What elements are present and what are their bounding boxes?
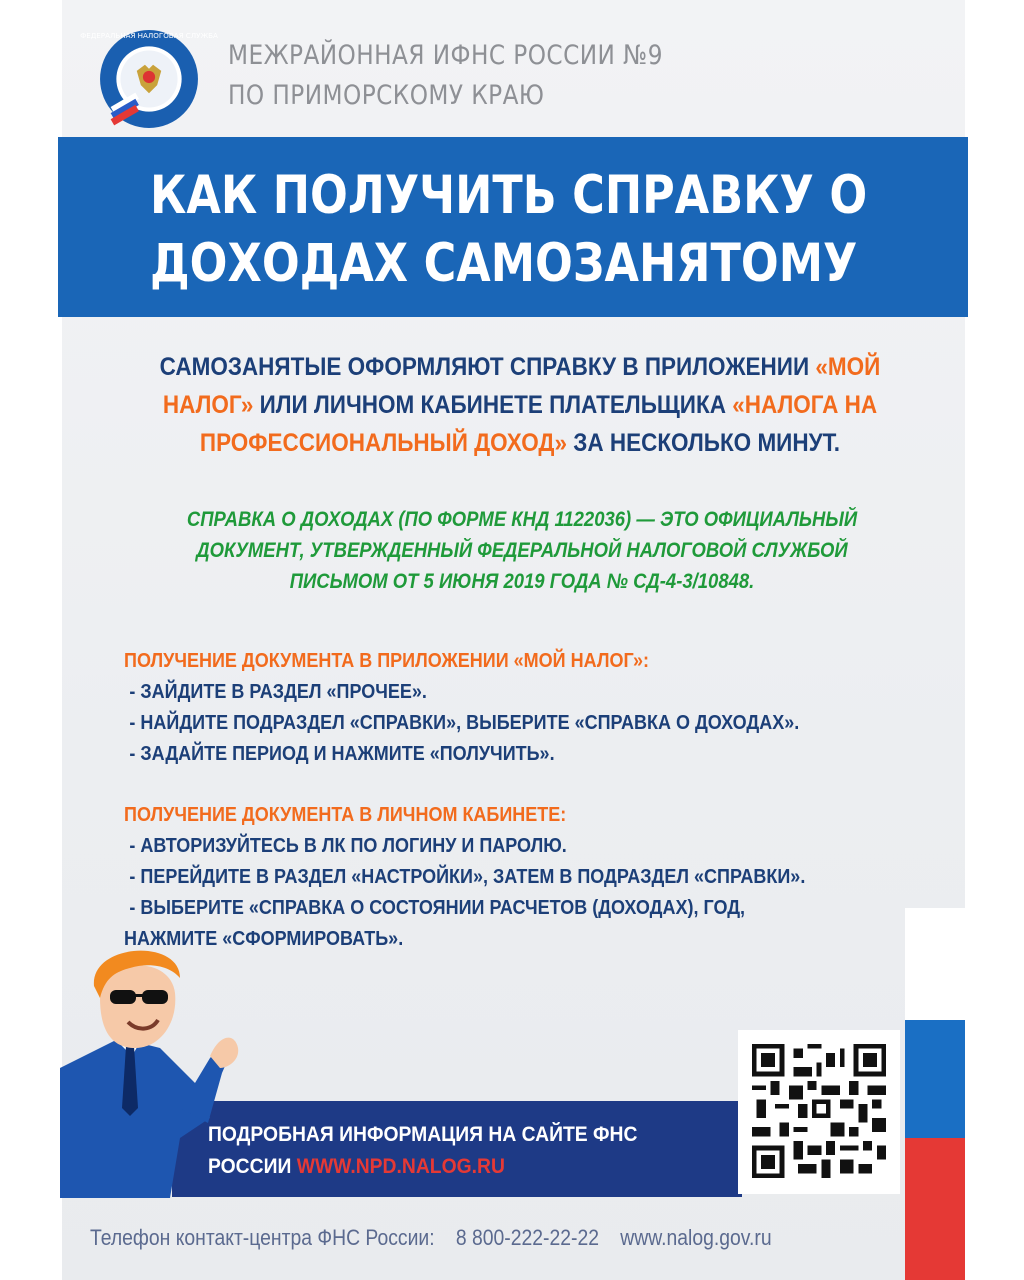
- section-heading: ПОЛУЧЕНИЕ ДОКУМЕНТА В ЛИЧНОМ КАБИНЕТЕ:: [124, 804, 567, 826]
- intro-paragraph: [100, 348, 940, 462]
- official-document-note: [82, 504, 962, 597]
- agency-line-2: ПО ПРИМОРСКОМУ КРАЮ: [228, 80, 545, 111]
- phone-number[interactable]: 8 800-222-22-22: [455, 1225, 600, 1250]
- instruction-step: - АВТОРИЗУЙТЕСЬ В ЛК ПО ЛОГИНУ И ПАРОЛЮ.: [129, 835, 567, 857]
- instruction-step: - ЗАЙДИТЕ В РАЗДЕЛ «ПРОЧЕЕ».: [129, 681, 427, 703]
- title-line-2: ДОХОДАХ САМОЗАНЯТОМУ: [150, 233, 858, 294]
- section-heading: ПОЛУЧЕНИЕ ДОКУМЕНТА В ПРИЛОЖЕНИИ «МОЙ НАЛОГ»:: [124, 650, 649, 672]
- cabinet-instructions: [124, 800, 805, 955]
- title-line-1: КАК ПОЛУЧИТЬ СПРАВКУ О: [150, 165, 868, 226]
- instruction-step: - ЗАДАЙТЕ ПЕРИОД И НАЖМИТЕ «ПОЛУЧИТЬ».: [129, 743, 555, 765]
- instruction-step: - НАЙДИТЕ ПОДРАЗДЕЛ «СПРАВКИ», ВЫБЕРИТЕ «СПРАВКА О ДОХОДАХ».: [129, 712, 800, 734]
- instruction-step: - ПЕРЕЙДИТЕ В РАЗДЕЛ «НАСТРОЙКИ», ЗАТЕМ В ПОДРАЗДЕЛ «СПРАВКИ».: [129, 866, 806, 888]
- intro-text: ИЛИ ЛИЧНОМ КАБИНЕТЕ ПЛАТЕЛЬЩИКА: [253, 391, 733, 419]
- mascot-illustration: [60, 938, 260, 1198]
- app-instructions: [124, 646, 799, 770]
- phone-label: Телефон контакт-центра ФНС России:: [90, 1225, 435, 1250]
- tax-name-highlight: «НАЛОГА НА: [732, 391, 878, 419]
- intro-text: ЗА НЕСКОЛЬКО МИНУТ.: [566, 429, 841, 457]
- site-link[interactable]: www.nalog.gov.ru: [620, 1225, 772, 1250]
- app-name-highlight: «МОЙ: [815, 353, 881, 381]
- info-line-1: ПОДРОБНАЯ ИНФОРМАЦИЯ НА САЙТЕ ФНС: [208, 1123, 638, 1146]
- npd-site-link[interactable]: WWW.NPD.NALOG.RU: [296, 1155, 505, 1178]
- tax-name-highlight: ПРОФЕССИОНАЛЬНЫЙ ДОХОД»: [199, 429, 567, 457]
- intro-text: САМОЗАНЯТЫЕ ОФОРМЛЯЮТ СПРАВКУ В ПРИЛОЖЕНИИ: [159, 353, 816, 381]
- agency-name: [228, 36, 663, 116]
- qr-code-icon[interactable]: [752, 1044, 886, 1178]
- instruction-step: - ВЫБЕРИТЕ «СПРАВКА О СОСТОЯНИИ РАСЧЕТОВ (ДОХОДАХ), ГОД,: [129, 897, 746, 919]
- title-band: [58, 137, 968, 317]
- page-title: [150, 162, 867, 298]
- instruction-step: НАЖМИТЕ «СФОРМИРОВАТЬ».: [124, 928, 404, 950]
- info-text: [208, 1119, 637, 1183]
- emblem-text: ФЕДЕРАЛЬНАЯ НАЛОГОВАЯ СЛУЖБА: [80, 31, 218, 41]
- agency-line-1: МЕЖРАЙОННАЯ ИФНС РОССИИ №9: [228, 40, 663, 71]
- info-line-2: РОССИИ: [208, 1155, 297, 1178]
- flag-stripe-white: [905, 908, 965, 1020]
- footer-contacts: [90, 1225, 787, 1251]
- poster: [62, 0, 965, 1280]
- note-line: ПИСЬМОМ ОТ 5 ИЮНЯ 2019 ГОДА № СД-4-3/10848.: [289, 570, 755, 593]
- fns-emblem-icon: [80, 28, 218, 130]
- note-line: СПРАВКА О ДОХОДАХ (ПО ФОРМЕ КНД 1122036) — ЭТО ОФИЦИАЛЬНЫЙ: [186, 508, 858, 531]
- flag-stripe-blue: [905, 1020, 965, 1138]
- qr-card: [738, 1030, 900, 1194]
- app-name-highlight: НАЛОГ»: [162, 391, 254, 419]
- note-line: ДОКУМЕНТ, УТВЕРЖДЕННЫЙ ФЕДЕРАЛЬНОЙ НАЛОГОВОЙ СЛУЖБОЙ: [196, 539, 848, 562]
- flag-stripe-red: [905, 1138, 965, 1280]
